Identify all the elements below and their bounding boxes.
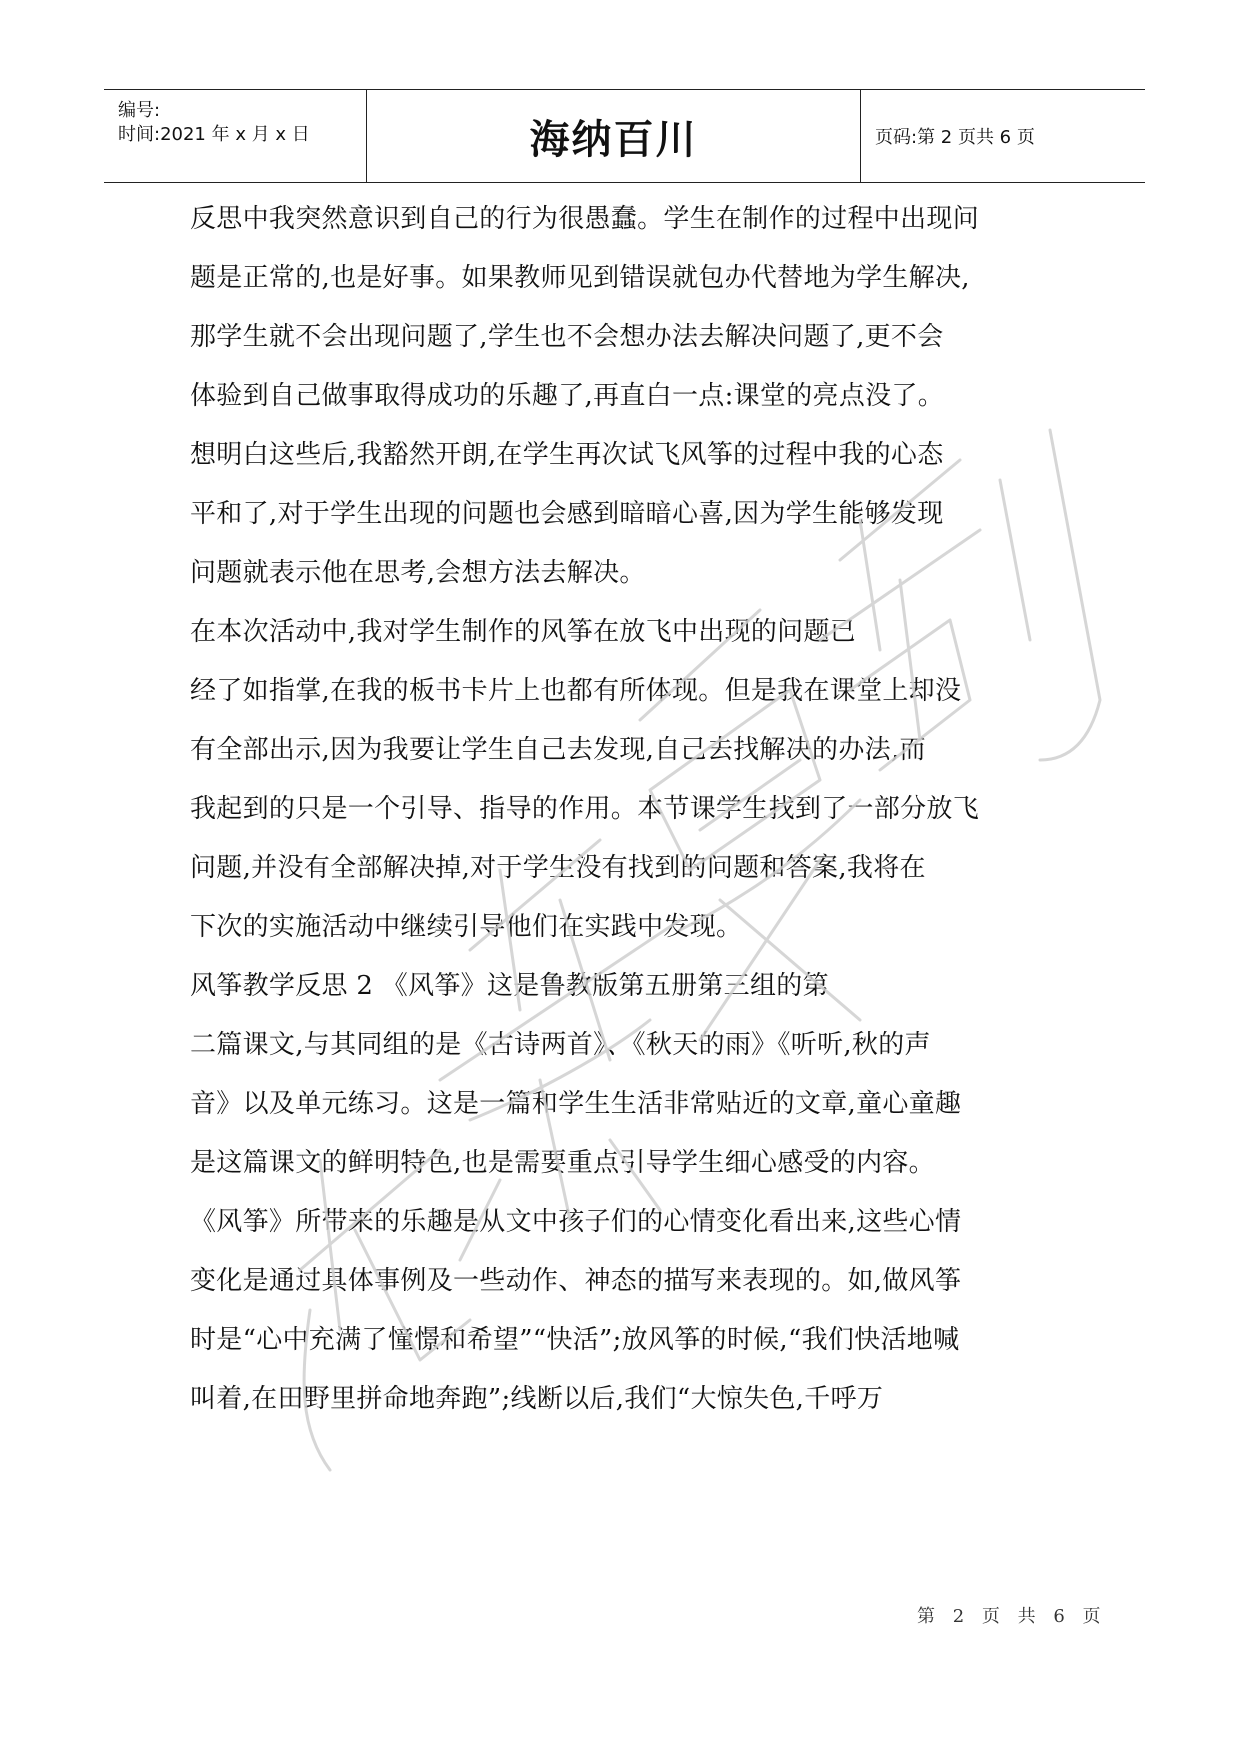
header-brand-cell xyxy=(367,90,861,182)
body-line: 那学生就不会出现问题了,学生也不会想办法去解决问题了,更不会 xyxy=(190,322,944,352)
brand-title: 海纳百川 xyxy=(529,116,698,163)
body-line: 有全部出示,因为我要让学生自己去发现,自己去找解决的办法,而 xyxy=(190,735,926,765)
body-line: 下次的实施活动中继续引导他们在实践中发现。 xyxy=(190,912,743,942)
body-line: 在本次活动中,我对学生制作的风筝在放飞中出现的问题已 xyxy=(190,617,857,647)
body-line: 问题就表示他在思考,会想方法去解决。 xyxy=(190,558,646,588)
document-header xyxy=(104,89,1145,183)
body-line: 体验到自己做事取得成功的乐趣了,再直白一点:课堂的亮点没了。 xyxy=(190,381,945,411)
body-line: 音》以及单元练习。这是一篇和学生生活非常贴近的文章,童心童趣 xyxy=(190,1089,962,1119)
header-page-cell xyxy=(861,90,1145,182)
body-line: 二篇课文,与其同组的是《古诗两首》、《秋天的雨》《听听,秋的声 xyxy=(190,1030,931,1060)
body-line: 变化是通过具体事例及一些动作、神态的描写来表现的。如,做风筝 xyxy=(190,1266,962,1296)
body-line: 《风筝》所带来的乐趣是从文中孩子们的心情变化看出来,这些心情 xyxy=(190,1207,962,1237)
body-line: 反思中我突然意识到自己的行为很愚蠢。学生在制作的过程中出现问 xyxy=(190,204,980,234)
time-label: 时间:2021 年 x 月 x 日 xyxy=(118,124,310,145)
body-line: 题是正常的,也是好事。如果教师见到错误就包办代替地为学生解决, xyxy=(190,263,970,293)
body-line: 问题,并没有全部解决掉,对于学生没有找到的问题和答案,我将在 xyxy=(190,853,926,883)
body-line: 经了如指掌,在我的板书卡片上也都有所体现。但是我在课堂上却没 xyxy=(190,676,962,706)
page-code: 页码:第 2 页共 6 页 xyxy=(875,127,1035,148)
body-line: 时是“心中充满了憧憬和希望”“快活”;放风筝的时候,“我们快活地喊 xyxy=(190,1325,960,1355)
header-meta-cell xyxy=(104,90,367,182)
page-footer: 第 2 页 共 6 页 xyxy=(917,1606,1107,1627)
serial-number-label: 编号: xyxy=(118,100,161,121)
body-line: 风筝教学反思 2 《风筝》这是鲁教版第五册第三组的第 xyxy=(190,971,829,1001)
body-line: 平和了,对于学生出现的问题也会感到暗暗心喜,因为学生能够发现 xyxy=(190,499,944,529)
body-line: 是这篇课文的鲜明特色,也是需要重点引导学生细心感受的内容。 xyxy=(190,1148,935,1178)
body-line: 我起到的只是一个引导、指导的作用。本节课学生找到了一部分放飞 xyxy=(190,794,980,824)
body-line: 想明白这些后,我豁然开朗,在学生再次试飞风筝的过程中我的心态 xyxy=(190,440,944,470)
body-line: 叫着,在田野里拼命地奔跑”;线断以后,我们“大惊失色,千呼万 xyxy=(190,1384,884,1414)
